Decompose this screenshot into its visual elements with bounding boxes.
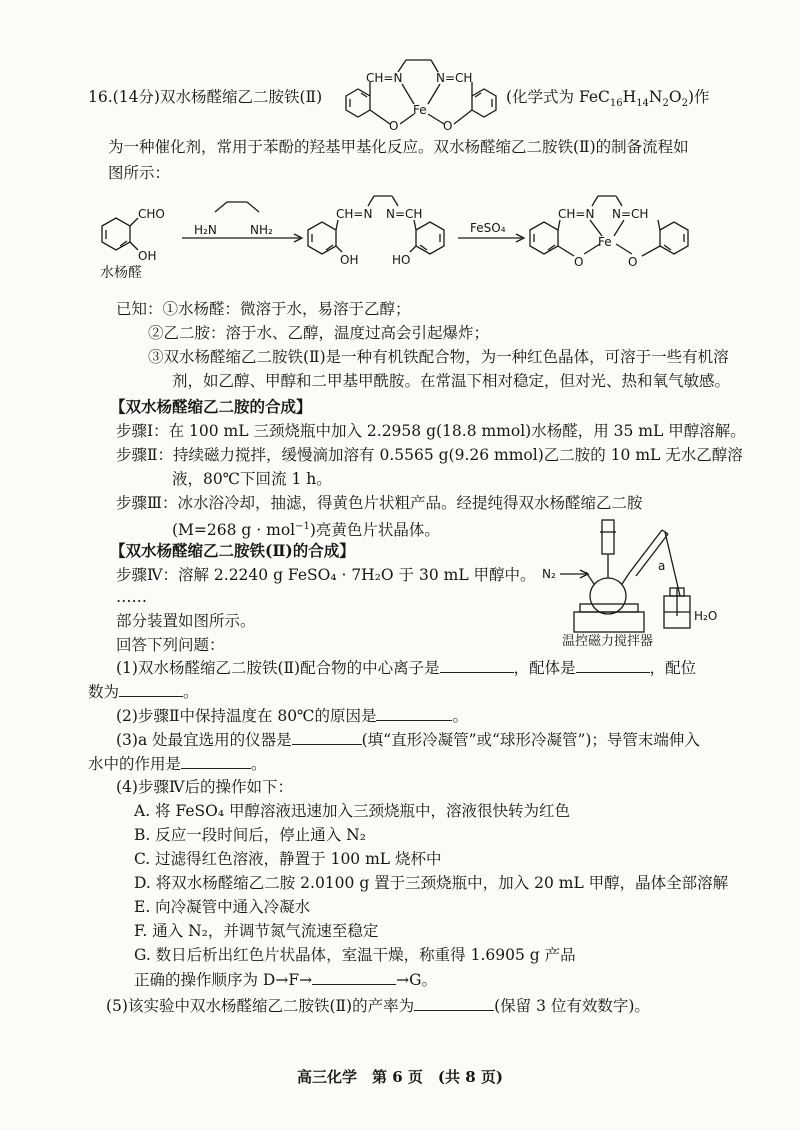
oh-label: OH [138,249,157,263]
condenser-a-label: a [658,559,666,573]
partial-apparatus-note: 部分装置如图所示。 [116,612,256,630]
step-2b: 液，80℃下回流 1 h。 [172,470,332,488]
cho-label: CHO [138,207,165,221]
q4-option-c: C. 过滤得红色溶液，静置于 100 mL 烧杯中 [134,850,442,868]
q5-line: (5)该实验中双水杨醛缩乙二胺铁(Ⅱ)的产率为 (保留 3 位有效数字)。 [106,994,650,1017]
product-imine-left: CH=N [558,207,595,221]
q2-line: (2)步骤Ⅱ中保持温度在 80℃的原因是 。 [116,704,468,727]
q3-line-2: 水中的作用是 。 [88,752,267,775]
imine-right-label: N=CH [386,207,423,221]
product-o-left: O [574,255,584,269]
q4-option-g: G. 数日后析出红色片状晶体，室温干燥，称重得 1.6905 g 产品 [134,946,576,964]
q4-option-b: B. 反应一段时间后，停止通入 N₂ [134,826,366,844]
q3-blank-purpose[interactable] [181,752,251,769]
section2-title: 【双水杨醛缩乙二胺铁(Ⅱ)的合成】 [110,541,355,560]
q4-option-f: F. 通入 N₂，并调节氮气流速至稳定 [134,922,379,940]
q2-blank[interactable] [376,704,452,721]
apparatus-diagram [540,516,740,634]
intro-line-2: 为一种催化剂，常用于苯酚的羟基甲基化反应。双水杨醛缩乙二胺铁(Ⅱ)的制备流程如 [108,138,689,156]
header-o-left: O [389,119,399,133]
known-item-3a: ③双水杨醛缩乙二胺铁(Ⅱ)是一种有机铁配合物，为一种红色晶体，可溶于一些有机溶 [148,348,729,366]
q3-blank-instrument[interactable] [292,728,362,745]
q1-line-1: (1)双水杨醛缩乙二胺铁(Ⅱ)配合物的中心离子是 ，配体是 ，配位 [116,656,696,679]
h2n-label: H₂N [194,223,217,237]
reactant-label: 水杨醛 [100,265,142,281]
answer-intro: 回答下列问题： [116,636,225,654]
known-item-2: ②乙二胺：溶于水、乙醇，温度过高会引起爆炸； [148,324,490,342]
q5-blank-yield[interactable] [414,994,494,1011]
q3-line-1: (3)a 处最宜选用的仪器是 (填“直形冷凝管”或“球形冷凝管”)；导管末端伸入 [116,728,700,751]
known-item-3b: 剂，如乙醇、甲醇和二甲基甲酰胺。在常温下相对稳定，但对光、热和氧气敏感。 [172,372,731,390]
page-footer: 高三化学 第 6 页 (共 8 页) [297,1068,503,1086]
q4-order-line: 正确的操作顺序为 D→F→ →G。 [134,968,437,991]
q1-blank-ligand[interactable] [576,656,650,673]
product-imine-right: N=CH [612,207,649,221]
step-3a: 步骤Ⅲ：冰水浴冷却，抽滤，得黄色片状粗产品。经提纯得双水杨醛缩乙二胺 [116,494,643,512]
q4-option-a: A. 将 FeSO₄ 甲醇溶液迅速加入三颈烧瓶中，溶液很快转为红色 [134,802,571,820]
header-imine-left: CH=N [366,71,403,85]
question-points: (14分) [112,88,160,106]
step-2a: 步骤Ⅱ：持续磁力搅拌，缓慢滴加溶有 0.5565 g(9.26 mmol)乙二胺的 10 mL 无水乙醇溶 [116,446,743,464]
section1-title: 【双水杨醛缩乙二胺的合成】 [110,397,312,416]
step-1: 步骤Ⅰ：在 100 mL 三颈烧瓶中加入 2.2958 g(18.8 mmol)水杨醛，用 35 mL 甲醇溶解。 [116,422,746,440]
q1-line-2: 数为 。 [88,680,199,703]
h2o-label: H₂O [694,609,718,623]
imine-left-label: CH=N [336,207,373,221]
stirrer-caption: 温控磁力搅拌器 [562,634,654,649]
header-o-right: O [443,119,453,133]
ellipsis: …… [116,588,147,606]
oh-left-label: OH [340,253,359,267]
question-number: 16. [88,88,113,106]
header-complex-structure [336,44,506,140]
feso4-label: FeSO₄ [470,221,506,235]
q4-title: (4)步骤Ⅳ后的操作如下： [116,778,293,796]
q1-blank-center-ion[interactable] [440,656,514,673]
q4-option-e: E. 向冷凝管中通入冷凝水 [134,898,311,916]
header-imine-right: N=CH [436,71,473,85]
product-fe-label: Fe [598,235,612,249]
step-4: 步骤Ⅳ：溶解 2.2240 g FeSO₄ · 7H₂O 于 30 mL 甲醇中。 [116,566,536,584]
q4-blank-order[interactable] [312,968,396,985]
question-header [88,86,322,108]
reaction-scheme [90,190,730,286]
ho-right-label: HO [392,253,411,267]
compound-name: 双水杨醛缩乙二胺铁(Ⅱ) [159,88,323,106]
q1-blank-coordination-number[interactable] [119,680,183,697]
header-fe-label: Fe [413,103,427,117]
known-intro: 已知：①水杨醛：微溶于水，易溶于乙醇； [116,300,411,318]
product-o-right: O [628,255,638,269]
q4-option-d: D. 将双水杨醛缩乙二胺 2.0100 g 置于三颈烧瓶中，加入 20 mL 甲醇，晶体全部溶解 [134,874,729,892]
n2-label: N₂ [542,567,556,581]
step-3b: (M=268 g · mol$^{-1}$)亮黄色片状晶体。 [172,521,440,540]
formula-line: (化学式为 $FeC_{16}H_{14}N_2O_2$)作 [506,88,710,110]
intro-line-3: 图所示： [108,164,171,182]
nh2-label: NH₂ [250,223,273,237]
